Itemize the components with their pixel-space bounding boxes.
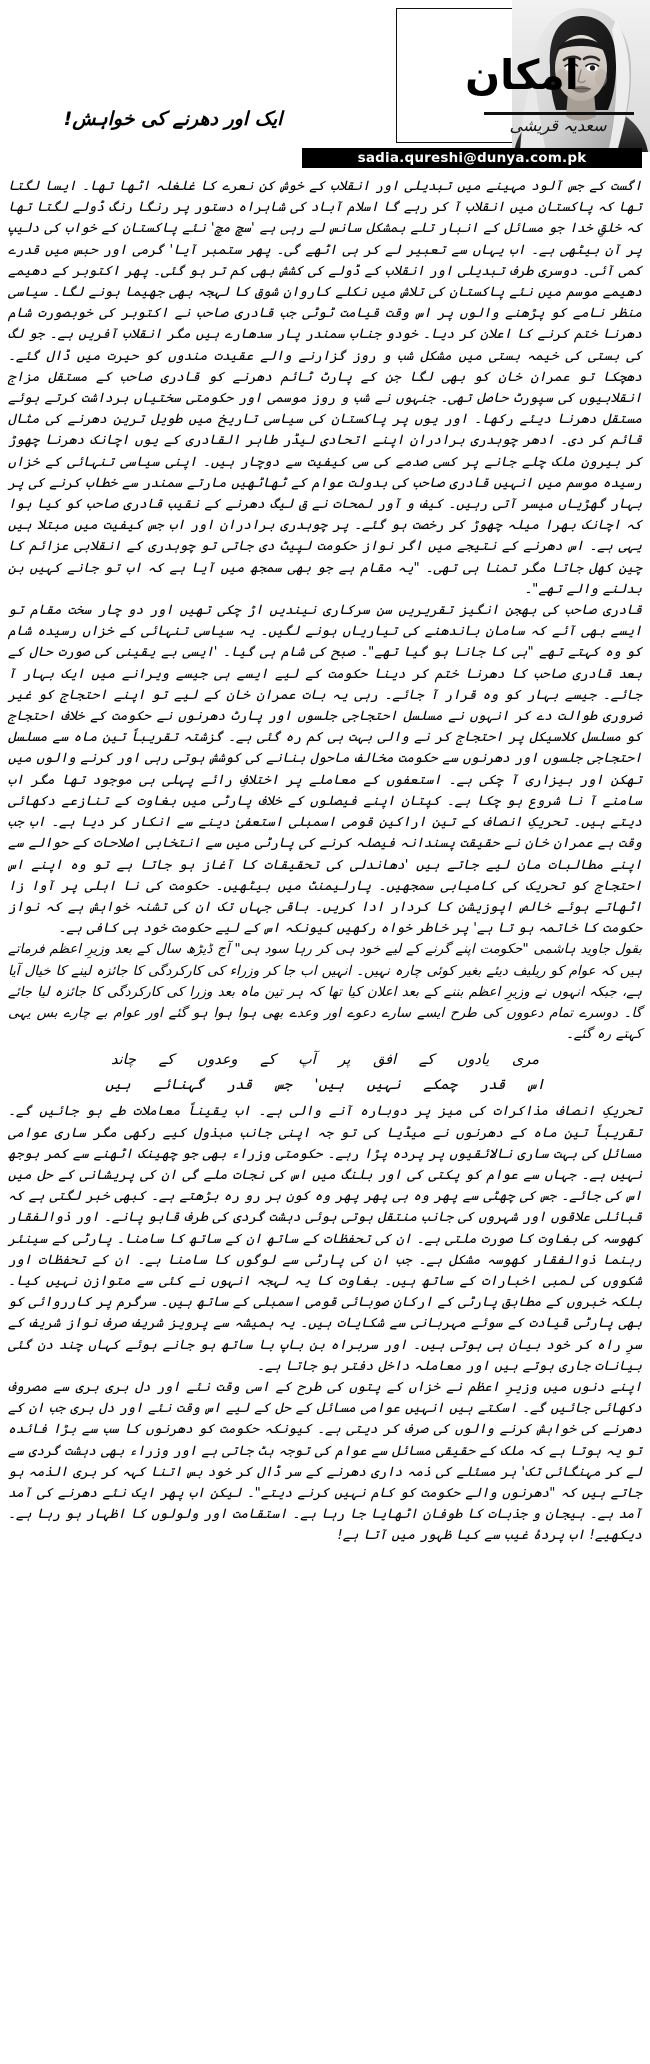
column-name: امکان: [465, 51, 579, 99]
article-body: [8, 176, 642, 1547]
paragraph: اپنے دنوں میں وزیرِ اعظم نے خزاں کے پتوں کی طرح کے اسی وقت نئے اور دل بری بری سے مصروف دکھائی جائیں گے۔ اسکتے ہیں انہیں عوامی مسائل کے حل کے لیے اس وقت نئے اور دل بری جب ان کے دھرنے کی خواہش کرنے والوں کی صرف کر دیتی ہے۔ کیونکہ حکومت کو دھرنوں کا سب سے بڑا فائدہ تو یہ ہوتا ہے کہ ملک کے حقیقی مسائل سے عوام کی توجہ ہٹ جاتی ہے اور وزراء بھی دہشت گردی سے لے کر مہنگائی تک' ہر مسئلے کی ذمہ داری دھرنے کے سر ڈال کر خود بس اتنا کہہ کر بری الذمہ ہو جاتے ہیں کہ "دھرنوں والے حکومت کو کام نہیں کرنے دیتے"۔ لیکن اب پھر ایک نئے دھرنے کی آمد آمد ہے۔ ہیجان و جذبات کا طوفان اٹھایا جا رہا ہے۔ استقامت اور ولولوں کا اظہار ہو رہا ہے۔ دیکھیے! اب پردۂ غیب سے کیا ظہور میں آتا ہے!: [8, 1379, 642, 1544]
masthead: [310, 0, 650, 170]
author-email[interactable]: sadia.qureshi@dunya.com.pk: [357, 150, 587, 166]
verse-line-1: مری یادوں کے افق پر آپ کے وعدوں کے چاند: [110, 1052, 540, 1069]
article-headline: ایک اور دھرنے کی خواہش!: [63, 107, 283, 130]
poetry-couplet: [8, 1048, 642, 1098]
paragraph: تحریکِ انصاف مذاکرات کی میز پر دوبارہ آنے والی ہے۔ اب یقیناً معاملات طے ہو جائیں گے۔ تقریباً تین ماہ کے دھرنوں نے میڈیا کی تو جہ اپنی جانب مبذول کیے رکھی مگر ساری عوامی مسائل کی بہت ساری نالائقیوں پر پردہ پڑا رہے۔ حکومتی وزراء بھی جو چھینک اٹھنے سے کمر بوجھ نہیں ہے۔ جہاں سے عوام کو پکتی کی اور بلنگ میں اس کی نجات ملے گی ان کی پریشانی کے حل میں اس کی جائے۔ جس کی چھٹی سے پھر وہ ہی پھر پھر وہ کون ہر رو رہ بڑھتے ہے۔ کبھی خبر لگتی ہے کہ قبائلی علاقوں اور شہروں کی جانب منتقل ہوتی ہوئی دہشت گردی کی طرف قابو پانے۔ اور ذوالفقار کھوسہ کی بغاوت کا صورت ملتی ہے۔ ان کی تحفظات کے ساتھ ان کے ساتھ کا سامنا۔ پارٹی کے سینئر رہنما ذوالفقار کھوسہ مشکل ہے۔ جب ان کی پارٹی سے لوگوں کا سامنا ہے۔ ان کے تحفظات اور شکووں کی لمبی اخبارات کے ساتھ ہیں۔ بغاوت کا یہ لہجہ انہوں نے کئی سے متوازن نہیں کیا۔ بلکہ خبروں کے مطابق پارٹی کے ارکانِ صوبائی قومی اسمبلی کے ساتھ ہیں۔ سرگرم پر کارروائی کو بھی پارٹی قیادت کے سوئے مہربانی سے شکایات ہیں۔ یہ ہمیشہ سے پرویز شریف صرف نواز شریف کے سرِ راہ کر خود بیان ہی ہوتی ہیں۔ اور سربراہ بن باپ با ساتھ ہو جانے ہوئے کہاں چند دن گئی بیانات جاری ہوتے ہیں اور معاملہ داخل دفتر ہو جاتا ہے۔: [8, 1104, 642, 1374]
paragraph: قادری صاحب کی بھجن انگیز تقریریں سن سرکاری نیندیں اڑ چکی تھیں اور دو چار سخت مقام تو ایسے بھی آئے کہ سامان باندھنے کی تیاریاں ہونے لگیں۔ یہ سیاسی تنہائی کے خزاں رسیدہ شام کو وہ کہتے تھے "ہی کا جانا ہو گیا تھے"۔ صبح کی شام ہی گیا۔ 'ایسی بے یقینی کی صورت حال کے بعد قادری صاحب کا دھرنا ختم کر دینا حکومت کے لیے ایسے ہی جیسے ویرانے میں ایک بہار آ جائے۔ جیسے بہار کو وہ قرار آ جائے۔ رہی یہ بات عمران خان کے لیے تو اپنے احتجاج کو غیر ضروری طوالت دے کر انہوں نے مسلسل احتجاجی جلسوں اور پارٹ دھرنوں نے حکومت کے خلاف احتجاج کو مسلسل کلاسیکل پر احتجاج کر نے والی بہت ہی کم رہ گئی ہے۔ گزشتہ تقریباً تین ماہ سے مسلسل احتجاجی جلسوں اور دھرنوں سے حکومت مخالف ماحول بنانے کی کوشش ہوتی رہی اور کرنے والوں میں تھکن اور بیزاری آ چکی ہے۔ استعفوں کے معاملے پر اختلافِ رائے پہلی ہی موجود تھا مگر اب سامنے آ نا شروع ہو چکا ہے۔ کپتان اپنے فیصلوں کے خلاف پارٹی میں بغاوت کے تنازعے دکھائی دیتے ہیں۔ تحریکِ انصاف کے تین اراکین قومی اسمبلی استعفیٰ دینے سے انکار کر دیا ہے۔ اب جب وقت ہے عمران خان نے حقیقت پسندانہ فیصلہ کرنے کی پارٹی میں سے انتخابی اصلاحات کے حوالے سے اپنے مطالبات مان لیے جاتے ہیں 'دھاندلی کی تحقیقات کا آغاز ہو جاتا ہے تو وہ اپنے اس احتجاج کو تحریک کی کامیابی سمجھیں۔ پارلیمنٹ میں بیٹھیں۔ حکومت کی نا اہلی پر آوا زا اٹھاتے ہوئے خالص اپوزیشن کا کردار ادا کریں۔ باقی جہاں تک ان کی تشنہ خواہش ہے کہ نواز حکومت کا خاتمہ ہو تا ہے' پر خاطر خواہ رکھیں کیونکہ اس کے لیے حکومت خود ہی کافی ہے۔: [8, 603, 642, 937]
author-name: سعدیہ قریشی: [509, 116, 607, 135]
author-email-bar[interactable]: [302, 148, 642, 168]
paragraph: اگست کے جس آلود مہینے میں تبدیلی اور انقلاب کے خوش کن نعرے کا غلغلہ اٹھا تھا۔ ایسا لگتا تھا کہ پاکستان میں انقلاب آ کر رہے گا اسلام آباد کی شاہراہ دستور پر رنگا رنگ ڈولے لگتا تھا کہ خلقِ خدا جو مسائل کے انبار تلے بمشکل سانس لے رہی ہے 'سچ مچ' نئے پاکستان کے خواب کی دلیپ پر آن بیٹھی ہے۔ اب یہاں سے تعبیر لے کر ہی اٹھے گی۔ پھر ستمبر آیا' گرمی اور حبس میں قدرے کمی آئی۔ دوسری طرف تبدیلی اور انقلاب کے ڈولے کی کشش بھی کم تر ہو گئی۔ پھر اکتوبر کے دھیمے دھیمے موسم میں نئے پاکستان کی تلاش میں نکلے کاروانِ شوق کا لہجہ بھی جھیما ہونے لگا۔ سیاسی منظر نامے کو پڑھنے والوں پر اس وقت قیامت ٹوٹی جب قادری صاحب نے اکتوبر کی خوبصورت شام دھرنا ختم کرنے کا اعلان کر دیا۔ خودو جناب سمندر پار سدھارے ہیں مگر انقلاب آفریں ہے۔ جو لگ کی بستی کی خیمہ بستی میں مشکل شب و روز گزارنے والے عقیدت مندوں کو حیرت میں ڈال گئے۔ دھچکا تو عمران خان کو بھی لگا جن کے پارٹ ٹائم دھرنے کو قادری صاحب کے مستقل مزاج انقلابیوں کی سپورٹ حاصل تھی۔ جنہوں نے شب و روز موسمی اور حکومتی سختیاں برداشت کرتے ہوئے مستقل دھرنا دیئے رکھا۔ اور یوں پر پاکستان کی سیاسی تاریخ میں طویل ترین دھرنے کی مثال قائم کر دی۔ ادھر چوہدری برادران اپنے اتحادی لیڈر طاہر القادری کے یوں اچانک دھرنا چھوڑ کر بیرونِ ملک چلے جانے پر کسی صدمے کی سی کیفیت سے دوچار ہیں۔ اپنی سیاسی تنہائی کے خزاں رسیدہ موسم میں انہیں قادری صاحب کی بدولت عوام کے ٹھاٹھیں مارتے سمندر سے خطاب کرنے کی پر بہار گھڑیاں میسر آتی رہیں۔ کیف و آور لمحات نے ق لیگ دھرنے کے نقیب قادری صاحب کو کیا ہوا کہ اچانک بھرا میلہ چھوڑ کر رخصت ہو گئے۔ پر چوہدری برادران اور اب جس کیفیت میں مبتلا ہیں یہی ہے۔ اس دھرنے کے نتیجے میں اگر نواز حکومت لپیٹ دی جاتی تو چوہدری کے انقلابی عزائم کا چین کھل جاتا مگر تمنا ہی تھی۔ "یہ مقام ہے جو بھی سمجھ میں آیا ہے کہ اب تو جانے کہیں بن بدلنے والے تھے"۔: [8, 179, 642, 597]
paragraph: بقول جاوید ہاشمی "حکومت اپنے گرنے کے لیے خود ہی کر رہا سود ہی" آج ڈیڑھ سال کے بعد وزیرِ اعظم فرماتے ہیں کہ عوام کو ریلیف دیئے بغیر کوئی چارہ نہیں۔ انہیں اب جا کر وزراء کی کارکردگی کا جائزہ لینے کا خیال آیا ہے، جبکہ انہوں نے وزیرِ اعظم بننے کے بعد اعلان کیا تھا کہ ہر تین ماہ بعد وزرا کی کارکردگی کا جائزہ لیا جائے گا۔ دوسرے تمام دعووں کی طرح ایسے سارے دعوے اور وعدے بھی ہوا ہوا ہو گئے اور عوام بے چارے بس یہی کہتے رہ گئے۔: [8, 942, 642, 1043]
verse-line-2: اس قدر چمکے نہیں ہیں' جس قدر گہنائے ہیں: [105, 1077, 545, 1094]
